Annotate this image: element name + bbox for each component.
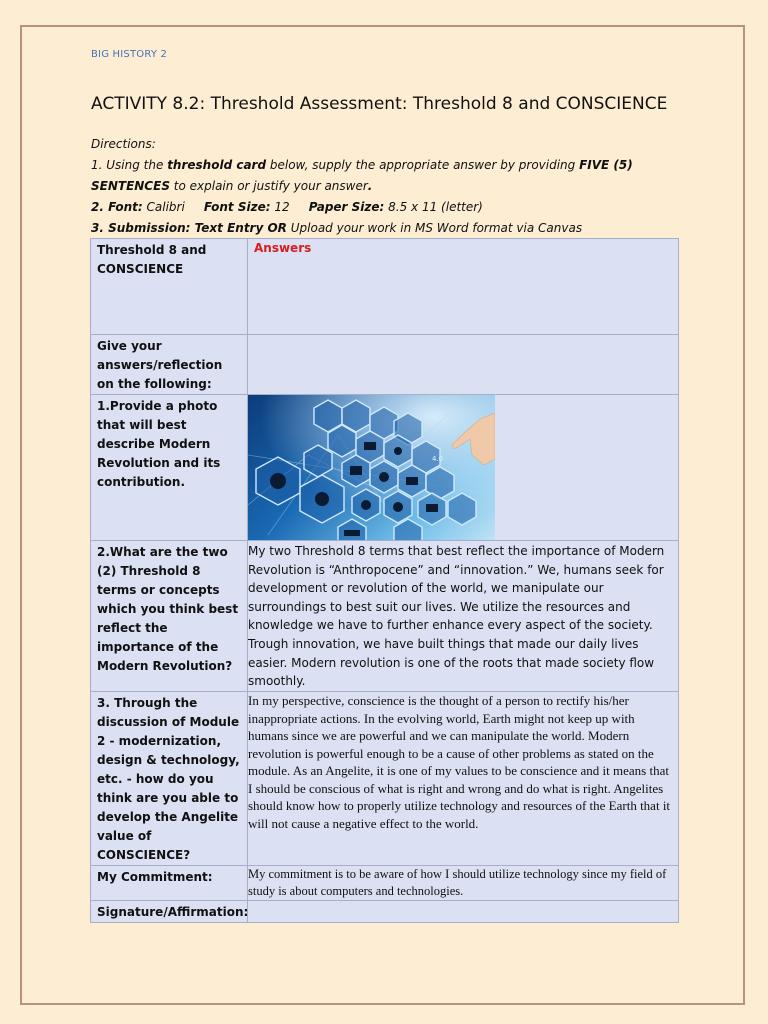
header-answers-cell xyxy=(248,239,679,335)
modern-revolution-photo xyxy=(248,395,495,540)
threshold-card-table xyxy=(90,238,679,923)
table-row-intro xyxy=(91,335,679,395)
signature-question-cell: Signature/Affirmation: xyxy=(91,901,248,923)
directions-line-3: 2. Font: Calibri Font Size: 12 Paper Size: 8.5 x 11 (letter) xyxy=(91,200,483,214)
directions-block xyxy=(91,134,691,239)
directions-line-2: SENTENCES to explain or justify your answer. xyxy=(91,179,373,193)
table-row-header xyxy=(91,239,679,335)
document-header: BIG HISTORY 2 xyxy=(91,49,168,60)
q3-question-cell: 3. Through the discussion of Module 2 - modernization, design & technology, etc. - how do you think are you able to develop the Angelite value of CONSCIENCE? xyxy=(91,692,248,866)
commitment-question-cell: My Commitment: xyxy=(91,866,248,901)
commitment-answer-cell[interactable] xyxy=(248,866,679,901)
header-question-cell: Threshold 8 and CONSCIENCE xyxy=(91,239,248,335)
technology-hexagon-illustration xyxy=(248,395,495,540)
q3-answer-text: In my perspective, conscience is the thought of a person to rectify his/her inappropriate actions. In the evolving world, Earth might not keep up with humans since we are powerful and we can manipulate the world. Modern revolution is powerful enough to be a cause of other problems as stated on the module. As an Angelite, it is one of my values to be conscience and it means that I should be conscious of what is right and wrong and do what is right. Angelites should know how to properly utilize technology and resources of the Earth that it will not cause a negative effect to the world. xyxy=(248,693,671,831)
commitment-answer-text: My commitment is to be aware of how I should utilize technology since my field of study is about computers and technologies. xyxy=(248,867,667,898)
table-row-signature xyxy=(91,901,679,923)
q2-answer-cell[interactable] xyxy=(248,541,679,692)
table-row-q3 xyxy=(91,692,679,866)
signature-answer-cell[interactable] xyxy=(248,901,679,923)
photo-question-cell: 1.Provide a photo that will best describe Modern Revolution and its contribution. xyxy=(91,395,248,541)
directions-line-1: 1. Using the threshold card below, supply the appropriate answer by providing FIVE (5) xyxy=(91,158,633,172)
table-row-commitment xyxy=(91,866,679,901)
activity-title: ACTIVITY 8.2: Threshold Assessment: Threshold 8 and CONSCIENCE xyxy=(91,94,668,114)
photo-overlay-text: 4.0 xyxy=(432,455,444,463)
answers-heading: Answers xyxy=(254,241,312,255)
intro-question-cell: Give your answers/reflection on the following: xyxy=(91,335,248,395)
photo-answer-cell xyxy=(248,395,679,541)
directions-heading: Directions: xyxy=(91,137,156,151)
q2-question-cell: 2.What are the two (2) Threshold 8 terms or concepts which you think best reflect the importance of the Modern Revolution? xyxy=(91,541,248,692)
intro-answer-cell[interactable] xyxy=(248,335,679,395)
q3-answer-cell[interactable] xyxy=(248,692,679,866)
directions-line-4: 3. Submission: Text Entry OR Upload your work in MS Word format via Canvas xyxy=(91,221,583,235)
table-row-photo xyxy=(91,395,679,541)
table-row-q2 xyxy=(91,541,679,692)
q2-answer-text: My two Threshold 8 terms that best reflect the importance of Modern Revolution is “Anthropocene” and “innovation.” We, humans seek for development or revolution of the world, we manipulate our surroundings to best suit our lives. We utilize the resources and knowledge we have to further enhance every aspect of the society. Trough innovation, we have built things that made our daily lives easier. Modern revolution is one of the roots that made society flow smoothly. xyxy=(248,544,665,689)
